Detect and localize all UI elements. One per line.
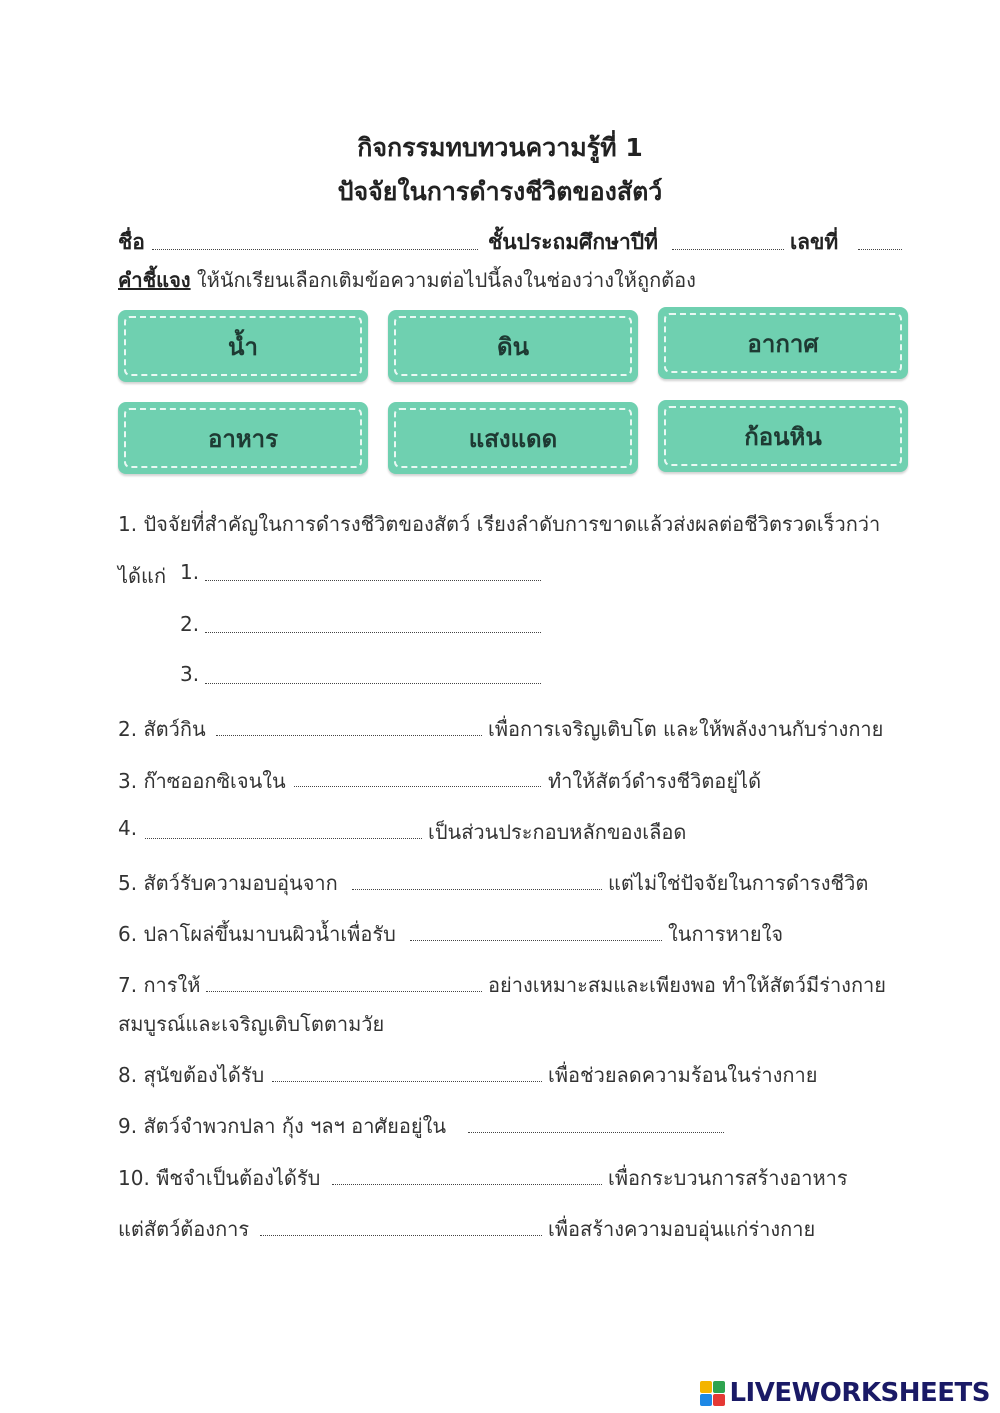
- question-7-answer[interactable]: [206, 991, 482, 992]
- question-10-post2: เพื่อสร้างความอบอุ่นแก่ร่างกาย: [548, 1217, 816, 1241]
- instruction-label: คำชี้แจง: [118, 268, 191, 292]
- question-1-sub3-label: 3.: [180, 662, 200, 686]
- liveworksheets-logo-icon: [700, 1381, 725, 1406]
- grade-label: ชั้นประถมศึกษาปีที่: [488, 230, 658, 254]
- question-10-post: เพื่อกระบวนการสร้างอาหาร: [608, 1166, 848, 1190]
- question-6-answer[interactable]: [410, 940, 662, 941]
- word-tile-soil[interactable]: [388, 310, 638, 382]
- question-2-post: เพื่อการเจริญเติบโต และให้พลังงานกับร่างกาย: [488, 717, 884, 741]
- question-1-cont: ได้แก่: [118, 564, 167, 588]
- word-tile-label: อากาศ: [664, 313, 902, 373]
- question-5-pre: 5. สัตว์รับความอบอุ่นจาก: [118, 871, 338, 895]
- question-6-pre: 6. ปลาโผล่ขึ้นมาบนผิวน้ำเพื่อรับ: [118, 922, 396, 946]
- question-10-answer-2[interactable]: [260, 1235, 542, 1236]
- word-tile-water[interactable]: [118, 310, 368, 382]
- question-10-pre2: แต่สัตว์ต้องการ: [118, 1217, 250, 1241]
- word-tile-label: ดิน: [394, 316, 632, 376]
- name-field[interactable]: [152, 249, 478, 250]
- question-4-post: เป็นส่วนประกอบหลักของเลือด: [428, 820, 687, 844]
- word-tile-food[interactable]: [118, 402, 368, 474]
- instruction-text: ให้นักเรียนเลือกเติมข้อความต่อไปนี้ลงในช่องว่างให้ถูกต้อง: [190, 268, 696, 292]
- word-tile-rock[interactable]: [658, 400, 908, 472]
- question-8-pre: 8. สุนัขต้องได้รับ: [118, 1063, 265, 1087]
- question-10-answer-1[interactable]: [332, 1184, 602, 1185]
- question-6-post: ในการหายใจ: [668, 922, 784, 946]
- question-1-answer-3[interactable]: [205, 683, 541, 684]
- question-1-sub1-label: 1.: [180, 560, 200, 584]
- question-3-post: ทำให้สัตว์ดำรงชีวิตอยู่ได้: [548, 769, 762, 793]
- liveworksheets-logo: [700, 1378, 990, 1408]
- question-10-pre: 10. พืชจำเป็นต้องได้รับ: [118, 1166, 321, 1190]
- question-1-answer-2[interactable]: [205, 632, 541, 633]
- question-2-answer[interactable]: [216, 735, 482, 736]
- question-7-post: อย่างเหมาะสมและเพียงพอ ทำให้สัตว์มีร่างกาย: [488, 973, 887, 997]
- name-label: ชื่อ: [118, 230, 145, 254]
- question-9-pre: 9. สัตว์จำพวกปลา กุ้ง ฯลฯ อาศัยอยู่ใน: [118, 1114, 447, 1138]
- grade-field[interactable]: [672, 249, 784, 250]
- word-tile-label: ก้อนหิน: [664, 406, 902, 466]
- word-tile-sunlight[interactable]: [388, 402, 638, 474]
- word-tile-label: อาหาร: [124, 408, 362, 468]
- word-tile-label: น้ำ: [124, 316, 362, 376]
- question-5-post: แต่ไม่ใช่ปัจจัยในการดำรงชีวิต: [608, 871, 869, 895]
- question-4-answer[interactable]: [145, 838, 422, 839]
- question-3-pre: 3. ก๊าซออกซิเจนใน: [118, 769, 286, 793]
- question-3-answer[interactable]: [294, 786, 541, 787]
- question-1-answer-1[interactable]: [205, 580, 541, 581]
- question-4-pre: 4.: [118, 816, 138, 840]
- question-1-text: 1. ปัจจัยที่สำคัญในการดำรงชีวิตของสัตว์ เรียงลำดับการขาดแล้วส่งผลต่อชีวิตรวดเร็วกว่า: [118, 512, 881, 536]
- question-8-answer[interactable]: [272, 1081, 542, 1082]
- logo-text: LIVEWORKSHEETS: [729, 1378, 990, 1408]
- question-8-post: เพื่อช่วยลดความร้อนในร่างกาย: [548, 1063, 818, 1087]
- number-label: เลขที่: [790, 230, 839, 254]
- question-7-pre: 7. การให้: [118, 973, 201, 997]
- question-7-cont: สมบูรณ์และเจริญเติบโตตามวัย: [118, 1012, 385, 1036]
- question-9-answer[interactable]: [468, 1132, 724, 1133]
- question-2-pre: 2. สัตว์กิน: [118, 717, 206, 741]
- worksheet-subtitle: ปัจจัยในการดำรงชีวิตของสัตว์: [337, 177, 663, 206]
- word-tile-air[interactable]: [658, 307, 908, 379]
- word-tile-label: แสงแดด: [394, 408, 632, 468]
- worksheet-title: กิจกรรมทบทวนความรู้ที่ 1: [357, 133, 643, 162]
- instruction: [118, 264, 696, 296]
- number-field[interactable]: [858, 249, 902, 250]
- question-5-answer[interactable]: [352, 889, 602, 890]
- question-1-sub2-label: 2.: [180, 612, 200, 636]
